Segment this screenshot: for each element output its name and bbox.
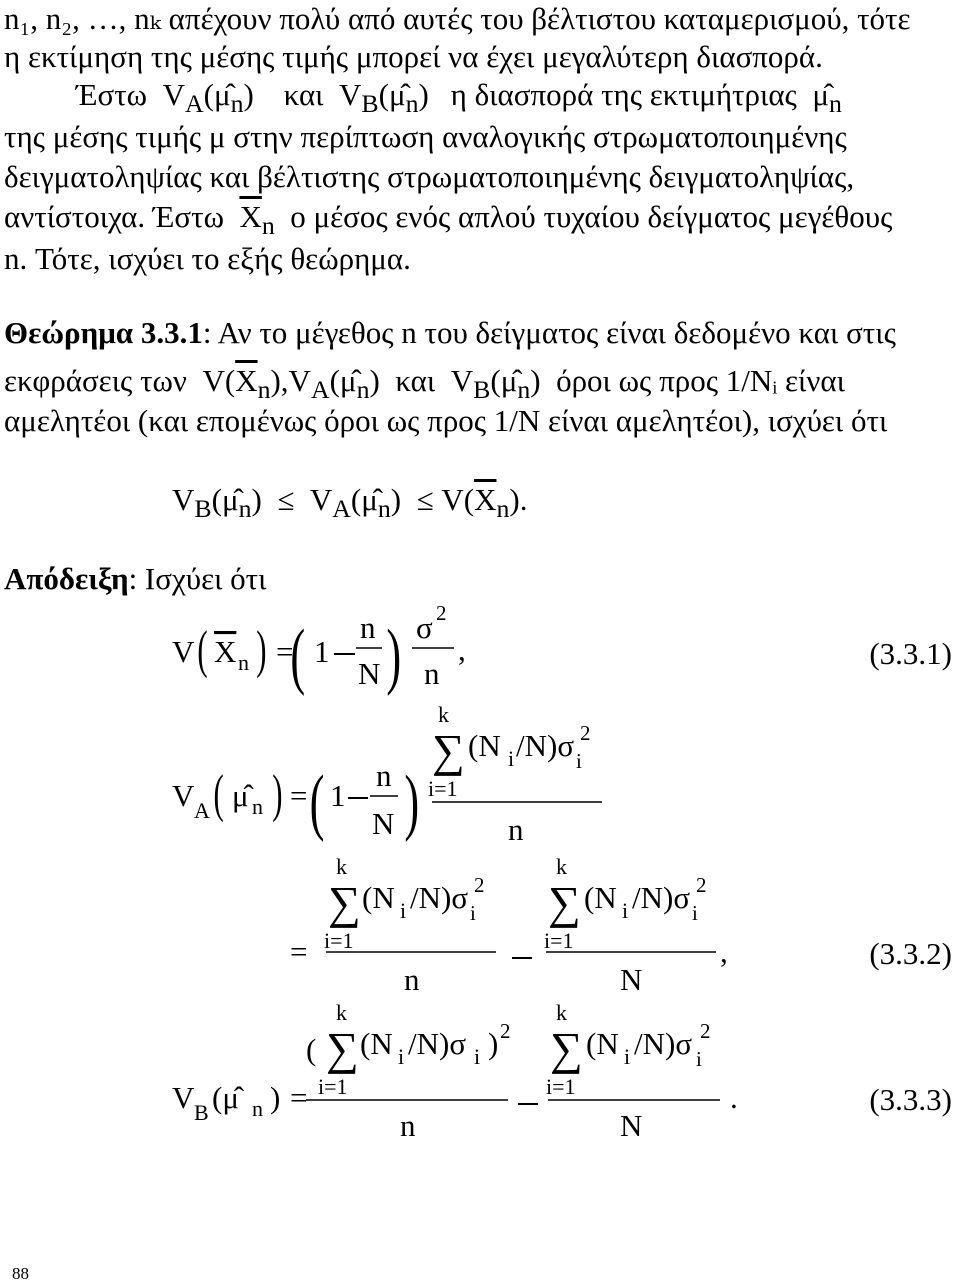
svg-text:(N: (N [360, 1026, 393, 1061]
equation-3-3-2-a [172, 702, 602, 847]
svg-text:i=1: i=1 [324, 928, 354, 953]
svg-text:∑: ∑ [328, 877, 361, 928]
svg-text:∑: ∑ [432, 725, 465, 776]
text-mesos: ο μέσος ενός απλού τυχαίου δείγματος μεγέθους [290, 199, 893, 234]
svg-text:n: n [360, 610, 376, 645]
svg-text:i: i [624, 1044, 631, 1069]
equation-number-3-3-1: (3.3.1) [869, 636, 952, 671]
paragraph2-line2: της μέσης τιμής μ στην περίπτωση αναλογικής στρωματοποιημένης [4, 119, 847, 154]
svg-text:V: V [172, 634, 195, 669]
svg-text:k: k [556, 854, 567, 879]
svg-text:N: N [620, 1108, 643, 1143]
svg-text:2: 2 [474, 873, 485, 897]
svg-text:=: = [276, 634, 294, 669]
svg-text:∑: ∑ [326, 1023, 359, 1074]
text-kai: και [283, 77, 324, 112]
svg-text:N: N [372, 806, 395, 841]
theorem-line1-rest: : Αν το μέγεθος n του δείγματος είναι δεδομένο και στις [202, 315, 896, 350]
svg-text:2: 2 [436, 601, 447, 625]
svg-text:): ) [488, 1026, 499, 1061]
equation-3-3-2-b [290, 854, 728, 997]
svg-text:i: i [622, 898, 629, 923]
svg-text:,: , [458, 632, 466, 667]
proof-label: Απόδειξη [4, 561, 129, 596]
svg-text:.: . [730, 1080, 738, 1115]
svg-text:σ: σ [416, 610, 433, 645]
svg-text:,: , [720, 934, 728, 969]
svg-text:(μ̂: (μ̂ [212, 1080, 239, 1115]
svg-text:): ) [386, 615, 402, 697]
svg-text:X: X [214, 634, 237, 669]
svg-text:(: ( [309, 761, 325, 843]
svg-text:n: n [424, 656, 440, 691]
equation-number-3-3-2: (3.3.2) [869, 936, 952, 971]
svg-text:N: N [620, 962, 643, 997]
svg-text:n: n [508, 812, 524, 847]
theorem-inequality: $V_B(\mû_n)$ ≤ $V_A(\mû_n) \le V(\overline{X}_n)$. [172, 482, 528, 524]
svg-text:∑: ∑ [550, 1023, 583, 1074]
math-xbar: $\overline{X}_n$ [239, 199, 275, 241]
svg-text:i: i [508, 746, 515, 771]
svg-text:i=1: i=1 [544, 928, 574, 953]
svg-text:k: k [556, 1000, 567, 1025]
svg-text:i: i [398, 1044, 405, 1069]
svg-text:1: 1 [314, 634, 330, 669]
svg-text:i: i [696, 1047, 702, 1071]
text-diaspora: η διασπορά της εκτιμήτριας [450, 77, 797, 112]
svg-text:A: A [194, 798, 210, 823]
math-mu-hat: $\mû_n$ [804, 77, 842, 119]
svg-text:=: = [290, 1080, 308, 1115]
svg-text:i: i [400, 898, 407, 923]
math-vb-mu-2: $V_B(\mû_n)$ [443, 363, 549, 405]
svg-text:/N)σ: /N)σ [634, 1026, 693, 1061]
svg-text:B: B [194, 1100, 209, 1125]
svg-text:n: n [252, 794, 263, 819]
svg-text:2: 2 [500, 1019, 511, 1043]
svg-text:(: ( [306, 1032, 317, 1067]
paragraph1-line1: n₁, n₂, …, nₖ απέχουν πολύ από αυτές του βέλτιστου καταμερισμού, τότε [4, 1, 911, 36]
svg-text:V: V [172, 1080, 195, 1115]
equation-3-3-1 [172, 601, 466, 697]
svg-text:/N)σ: /N)σ [410, 880, 469, 915]
svg-text:1: 1 [330, 778, 346, 813]
text-oroi: όροι ως προς 1/Nᵢ είναι [556, 363, 845, 398]
svg-text:(N: (N [584, 880, 617, 915]
equation-number-3-3-3: (3.3.3) [869, 1082, 952, 1117]
text-antistoixa: αντίστοιχα. Έστω [4, 199, 224, 234]
svg-text:): ) [270, 1080, 281, 1115]
svg-text:(: ( [197, 620, 208, 680]
svg-text:2: 2 [580, 721, 591, 745]
svg-text:n: n [376, 758, 392, 793]
text-esto: Έστω [76, 77, 148, 112]
paragraph2-line5: n. Τότε, ισχύει το εξής θεώρημα. [4, 241, 411, 276]
svg-text:V: V [172, 778, 195, 813]
svg-text:/N)σ: /N)σ [408, 1026, 467, 1061]
theorem-label: Θεώρημα 3.3.1 [4, 315, 203, 350]
svg-text:k: k [336, 1000, 347, 1025]
proof-rest: : Ισχύει ότι [128, 561, 267, 596]
math-v-xbar-va: $V(\overline{X}_n),V_A(\mû_n)$ [194, 363, 388, 405]
svg-text:2: 2 [700, 1019, 711, 1043]
svg-text:n: n [400, 1108, 416, 1143]
svg-text:/N)σ: /N)σ [632, 880, 691, 915]
svg-text:k: k [336, 854, 347, 879]
svg-text:(N: (N [586, 1026, 619, 1061]
theorem-line3: αμελητέοι (και επομένως όροι ως προς 1/N είναι αμελητέοι), ισχύει ότι [4, 403, 888, 438]
equation-3-3-3 [172, 1000, 738, 1143]
svg-text:(: ( [213, 764, 224, 824]
svg-text:(N: (N [362, 880, 395, 915]
svg-text:): ) [404, 761, 420, 843]
svg-text:=: = [290, 778, 308, 813]
svg-text:=: = [290, 934, 308, 969]
paragraph2-line3: δειγματοληψίας και βέλτιστης στρωματοποιημένης δειγματοληψίας, [4, 159, 855, 194]
svg-text:n: n [252, 1096, 263, 1121]
svg-text:): ) [256, 620, 267, 680]
svg-text:(N: (N [468, 728, 501, 763]
svg-text:2: 2 [696, 873, 707, 897]
text-kai-2: και [395, 363, 436, 398]
svg-text:/N)σ: /N)σ [516, 728, 575, 763]
text-ekfraseis: εκφράσεις των [4, 363, 187, 398]
svg-text:i: i [470, 901, 476, 925]
svg-text:n: n [238, 650, 249, 675]
svg-text:N: N [358, 656, 381, 691]
svg-text:i: i [576, 749, 582, 773]
paragraph1-line2: η εκτίμηση της μέσης τιμής μπορεί να έχει μεγαλύτερη διασπορά. [4, 39, 823, 74]
svg-text:i: i [474, 1044, 481, 1069]
svg-text:i=1: i=1 [318, 1074, 348, 1099]
svg-text:k: k [438, 702, 449, 727]
svg-text:∑: ∑ [548, 877, 581, 928]
math-va-mu: $V_A(\mû_n)$ [154, 77, 254, 119]
svg-text:i: i [692, 901, 698, 925]
svg-text:μ̂: μ̂ [232, 778, 249, 813]
svg-text:i=1: i=1 [546, 1074, 576, 1099]
math-vb-mu: $V_B(\mû_n)$ [331, 77, 429, 119]
svg-text:): ) [272, 764, 283, 824]
svg-text:(: ( [290, 615, 306, 697]
svg-text:n: n [404, 962, 420, 997]
page-number: 88 [12, 1264, 29, 1283]
svg-text:i=1: i=1 [428, 776, 458, 801]
